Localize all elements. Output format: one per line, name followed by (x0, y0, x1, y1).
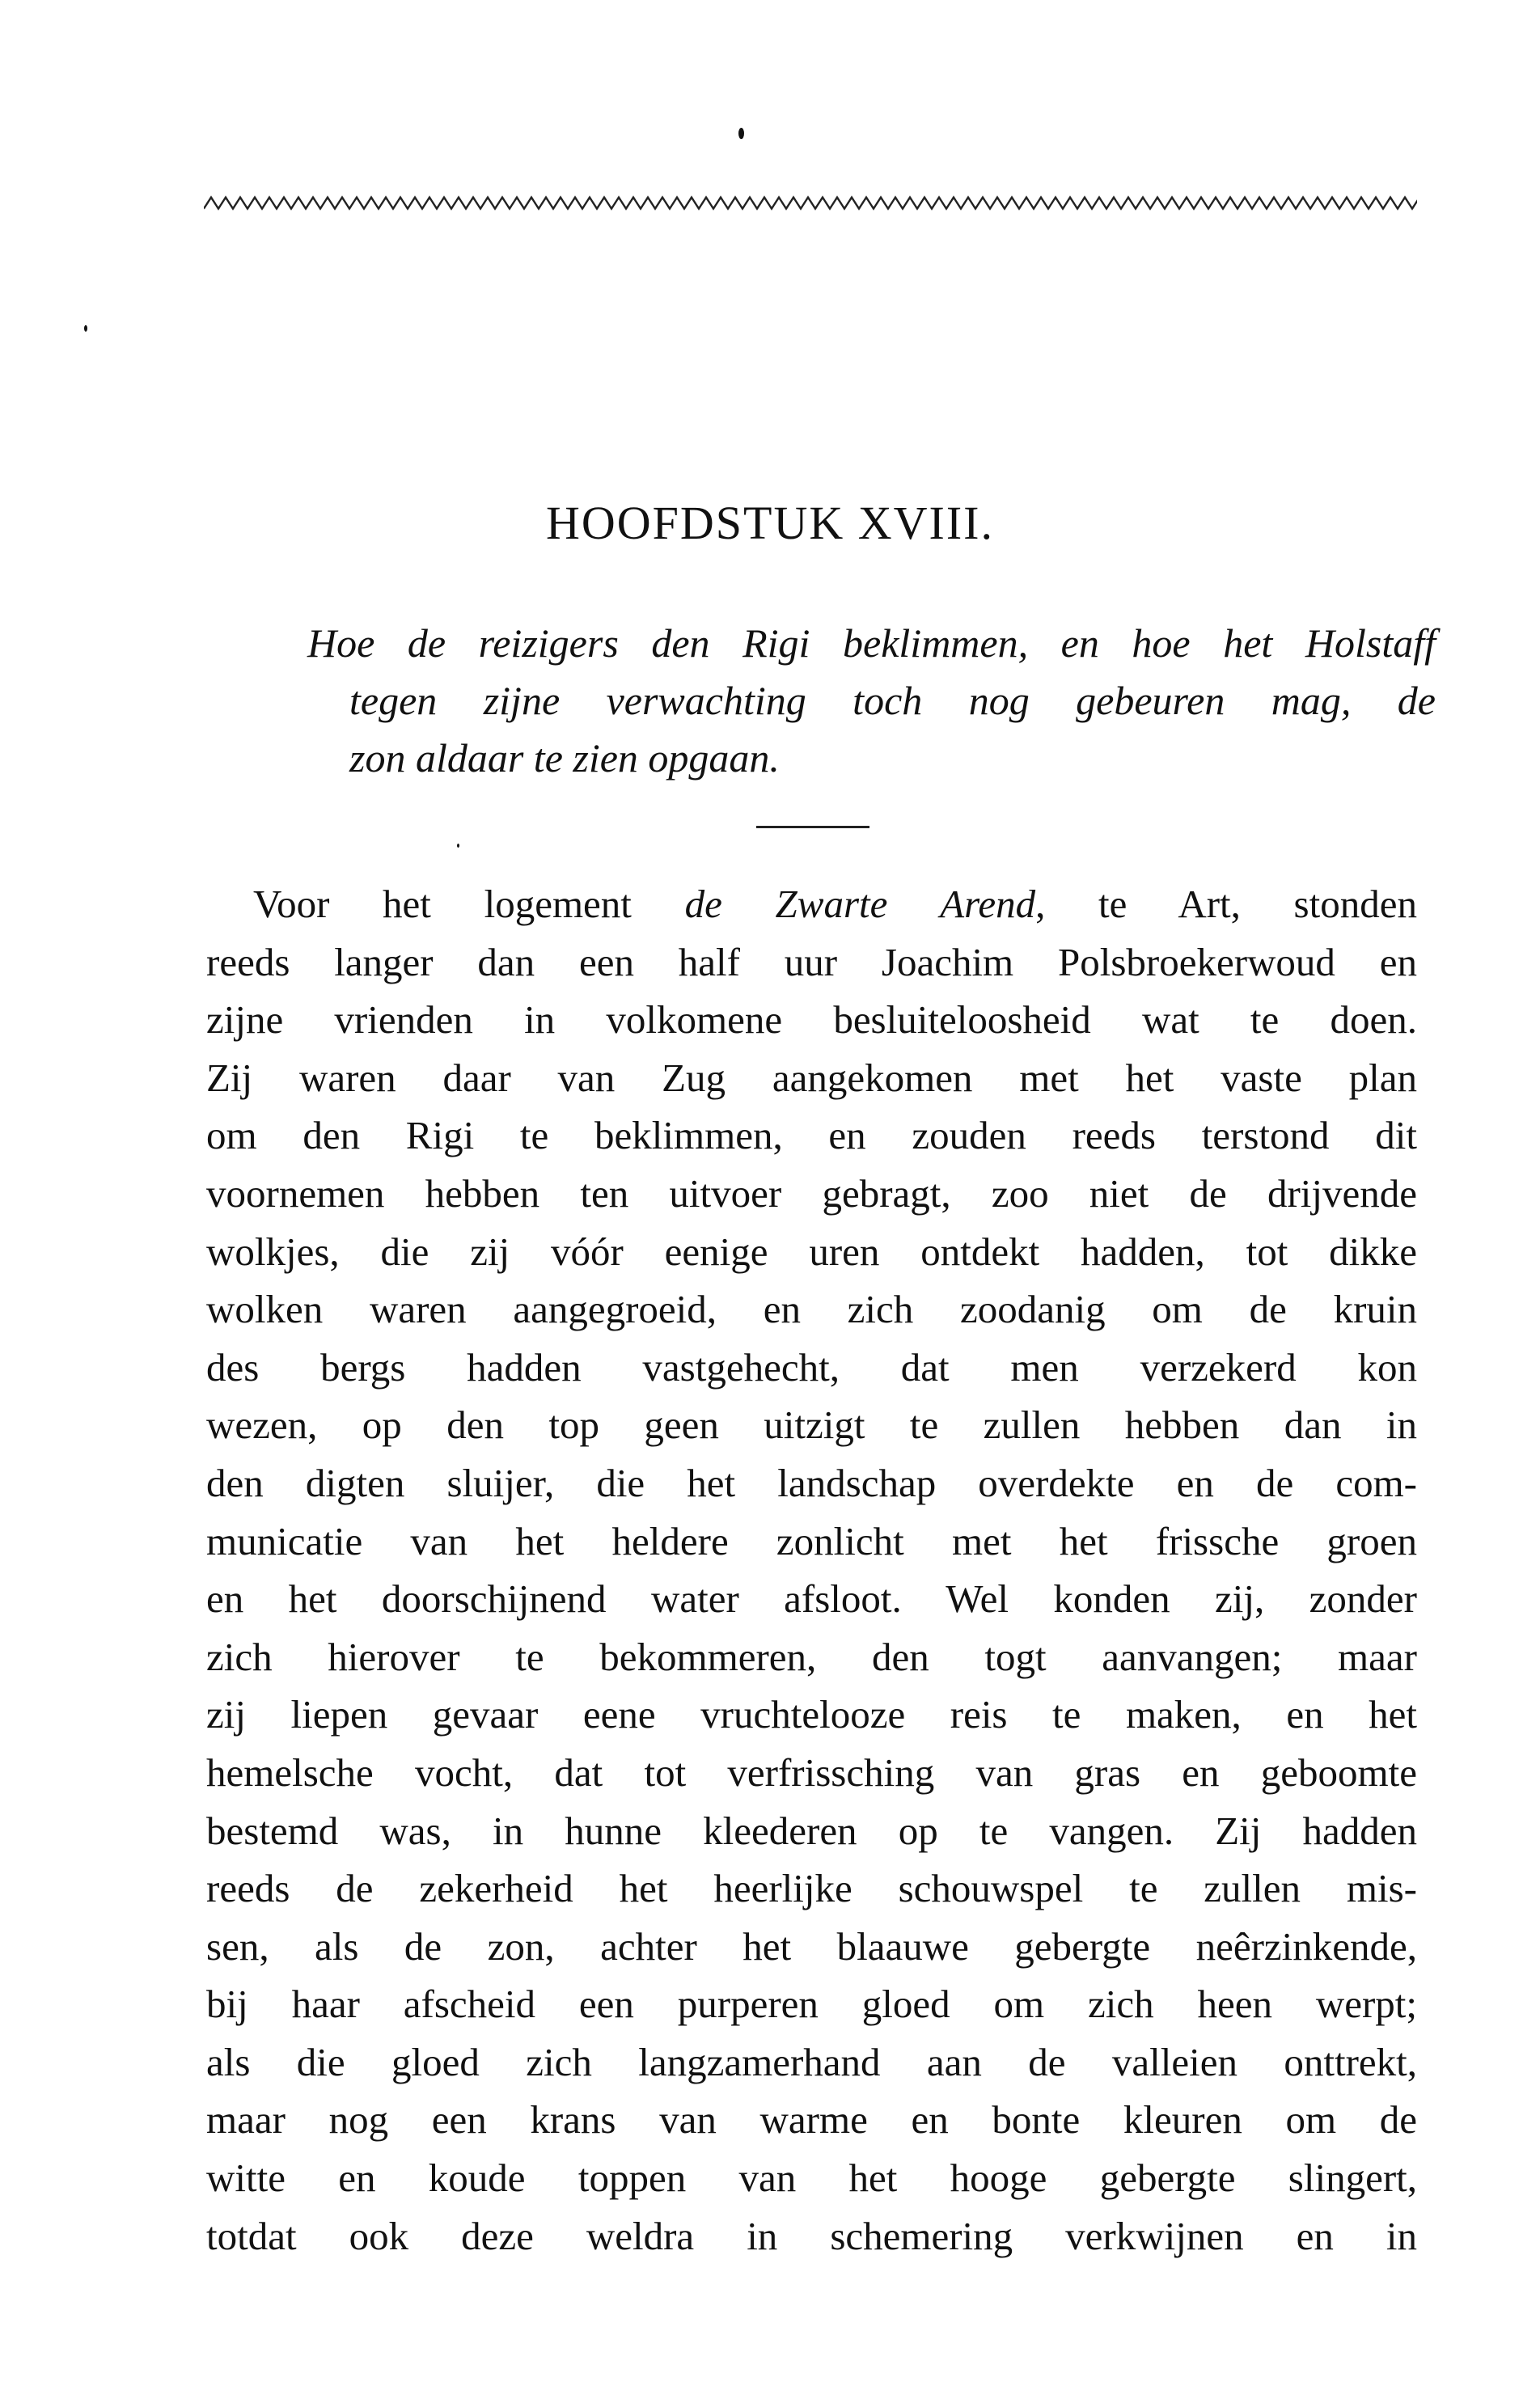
chapter-heading: HOOFDSTUK XVIII. (546, 497, 994, 549)
body-line: maar nog een krans van warme en bonte kleuren om de (206, 2097, 1417, 2143)
wavy-rule-ornament (204, 192, 1417, 214)
body-line: en het doorschijnend water afsloot. Wel konden zij, zonder (206, 1576, 1417, 1622)
body-line: des bergs hadden vastgehecht, dat men verzekerd kon (206, 1344, 1417, 1390)
body-line: municatie van het heldere zonlicht met het frissche groen (206, 1518, 1417, 1563)
body-line: bestemd was, in hunne kleederen op te vangen. Zij hadden (206, 1808, 1417, 1853)
body-line: totdat ook deze weldra in schemering verkwijnen en in (206, 2213, 1417, 2258)
body-line: wolken waren aangegroeid, en zich zoodanig om de kruin (206, 1287, 1417, 1332)
body-line: zich hierover te bekommeren, den togt aanvangen; maar (206, 1634, 1417, 1679)
body-line: wezen, op den top geen uitzigt te zullen hebben dan in (206, 1402, 1417, 1448)
chapter-summary (307, 615, 1436, 787)
body-line: den digten sluijer, die het landschap overdekte en de com- (206, 1460, 1417, 1505)
body-line: wolkjes, die zij vóór eenige uren ontdekt hadden, tot dikke (206, 1229, 1417, 1274)
ink-speck (738, 128, 744, 139)
body-line: zij liepen gevaar eene vruchtelooze reis te maken, en het (206, 1692, 1417, 1737)
body-line: reeds langer dan een half uur Joachim Polsbroekerwoud en (206, 939, 1417, 984)
ink-speck (457, 844, 459, 848)
summary-line: zon aldaar te zien opgaan. (349, 735, 780, 781)
section-divider (756, 826, 869, 828)
body-line: hemelsche vocht, dat tot verfrissching van gras en geboomte (206, 1749, 1417, 1795)
ink-speck (84, 325, 87, 332)
body-text (206, 875, 1417, 2265)
body-line: voornemen hebben ten uitvoer gebragt, zoo niet de drijvende (206, 1170, 1417, 1216)
summary-line: tegen zijne verwachting toch nog gebeuren mag, de (349, 678, 1436, 723)
body-line: als die gloed zich langzamerhand aan de valleien onttrekt, (206, 2039, 1417, 2084)
body-line: zijne vrienden in volkomene besluiteloosheid wat te doen. (206, 997, 1417, 1043)
body-line: sen, als de zon, achter het blaauwe gebergte neêrzinkende, (206, 1923, 1417, 1969)
body-line: om den Rigi te beklimmen, en zouden reeds terstond dit (206, 1113, 1417, 1158)
body-line: bij haar afscheid een purperen gloed om zich heen werpt; (206, 1982, 1417, 2027)
summary-line: Hoe de reizigers den Rigi beklimmen, en hoe het Holstaff (307, 620, 1436, 666)
body-line: Voor het logement de Zwarte Arend, te Art, stonden (253, 882, 1417, 926)
inn-name: de Zwarte Arend (684, 882, 1036, 926)
body-line: Zij waren daar van Zug aangekomen met het vaste plan (206, 1055, 1417, 1100)
body-line: witte en koude toppen van het hooge gebergte slingert, (206, 2156, 1417, 2201)
body-line: reeds de zekerheid het heerlijke schouwspel te zullen mis- (206, 1866, 1417, 1911)
